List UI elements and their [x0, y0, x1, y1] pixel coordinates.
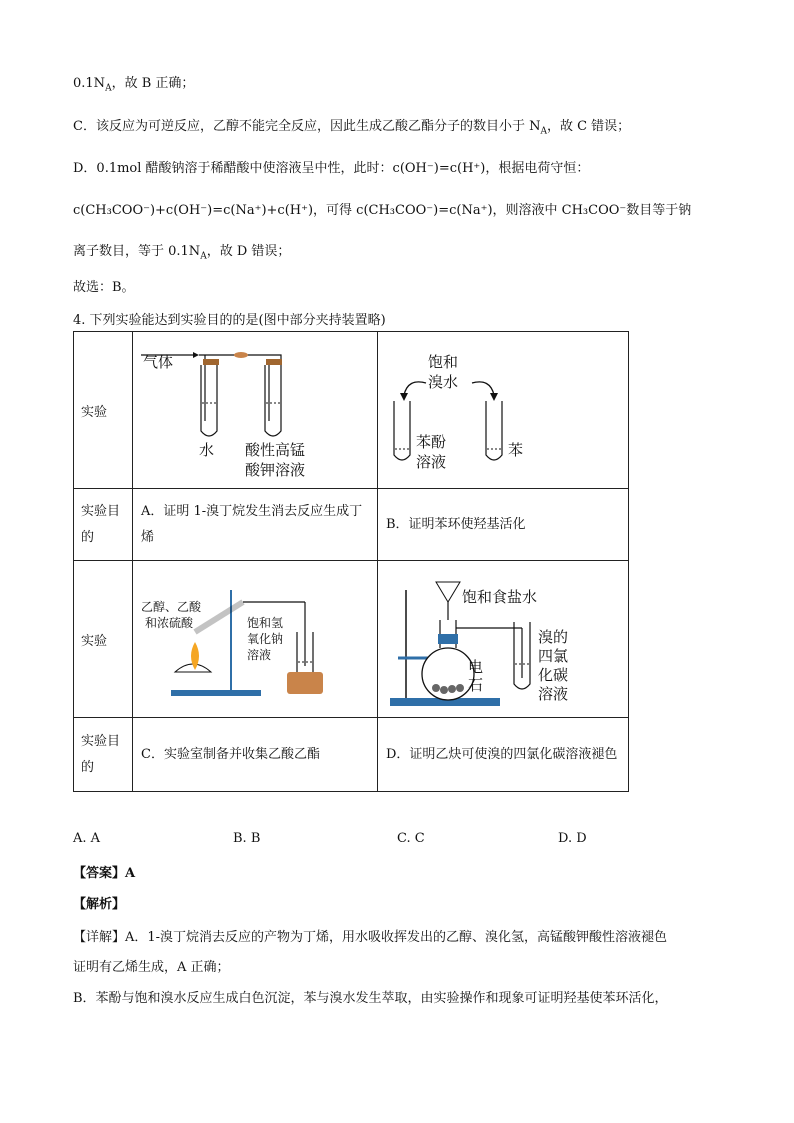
label-saturated: 饱和	[428, 352, 459, 371]
label-bromine-water: 溴水	[428, 372, 459, 391]
label-ccl4-line1: 溴的	[538, 627, 569, 646]
goal-C: C．实验室制备并收集乙酸乙酯	[133, 718, 378, 792]
goal-B: B．证明苯环使羟基活化	[378, 489, 629, 561]
figure-B	[378, 332, 629, 489]
label-kmno4-line1: 酸性高锰	[245, 440, 306, 459]
line-2: C．该反应为可逆反应，乙醇不能完全反应，因此生成乙酸乙酯分子的数目小于 $N_A$，故 C 错误；	[73, 119, 631, 137]
label-reagents-line1: 乙醇、乙酸	[141, 599, 202, 614]
line-3: D．0.1mol 醋酸钠溶于稀醋酸中使溶液呈中性，此时：c(OH⁻)=c(H⁺)，根据电荷守恒：	[73, 161, 590, 176]
label-carbide-line1: 电	[468, 657, 484, 676]
line-6: 故选：B。	[73, 280, 135, 295]
figure-D	[378, 561, 629, 718]
analysis-title: 【解析】	[73, 897, 126, 912]
detail-line-2: 证明有乙烯生成，A 正确；	[73, 960, 230, 975]
row-label-experiment: 实验	[74, 332, 133, 489]
line-1: $0.1N_A$，故 B 正确；	[73, 76, 195, 94]
row-label-goal-2: 实验目的	[74, 718, 133, 792]
label-ccl4-line3: 化碳	[538, 665, 569, 684]
label-benzene: 苯	[508, 440, 524, 459]
line-5: 离子数目，等于 $0.1N_A$，故 D 错误；	[73, 244, 291, 262]
experiment-table	[73, 331, 629, 792]
label-kmno4-line2: 酸钾溶液	[245, 460, 306, 479]
label-gas: 气体	[143, 352, 174, 371]
label-phenol-line2: 溶液	[416, 452, 447, 471]
answer: 【答案】A	[73, 866, 136, 881]
label-naoh-line1: 饱和氢	[247, 615, 284, 630]
detail-line-1: 【详解】A．1-溴丁烷消去反应的产物为丁烯，用水吸收挥发出的乙醇、溴化氢，高锰酸钾酸性溶液褪色	[73, 930, 668, 945]
label-ccl4-line4: 溶液	[538, 684, 569, 703]
option-c: C. C	[397, 831, 425, 846]
detail-line-3: B．苯酚与饱和溴水反应生成白色沉淀，苯与溴水发生萃取，由实验操作和现象可证明羟基使苯环活化，	[73, 991, 668, 1006]
line-4: c(CH₃COO⁻)+c(OH⁻)=c(Na⁺)+c(H⁺)，可得 c(CH₃COO⁻)=c(Na⁺)，则溶液中 CH₃COO⁻数目等于钠	[73, 203, 692, 218]
label-naoh-line2: 氧化钠	[247, 631, 284, 646]
label-reagents-line2: 和浓硫酸	[145, 615, 194, 630]
row-label-experiment-2: 实验	[74, 561, 133, 718]
label-ccl4-line2: 四氯	[538, 646, 569, 665]
option-d: D. D	[558, 831, 587, 846]
label-phenol-line1: 苯酚	[416, 432, 447, 451]
label-carbide-line2: 石	[468, 675, 484, 694]
option-a: A. A	[73, 831, 101, 846]
figure-C	[133, 561, 378, 718]
goal-A: A．证明 1-溴丁烷发生消去反应生成丁烯	[133, 489, 378, 561]
label-naoh-line3: 溶液	[247, 647, 272, 662]
option-b: B. B	[233, 831, 261, 846]
label-brine: 饱和食盐水	[462, 587, 538, 606]
goal-D: D．证明乙炔可使溴的四氯化碳溶液褪色	[378, 718, 629, 792]
figure-A	[133, 332, 378, 489]
label-water: 水	[199, 440, 215, 459]
question-4-stem: 4. 下列实验能达到实验目的的是(图中部分夹持装置略)	[73, 313, 386, 328]
row-label-goal: 实验目的	[74, 489, 133, 561]
